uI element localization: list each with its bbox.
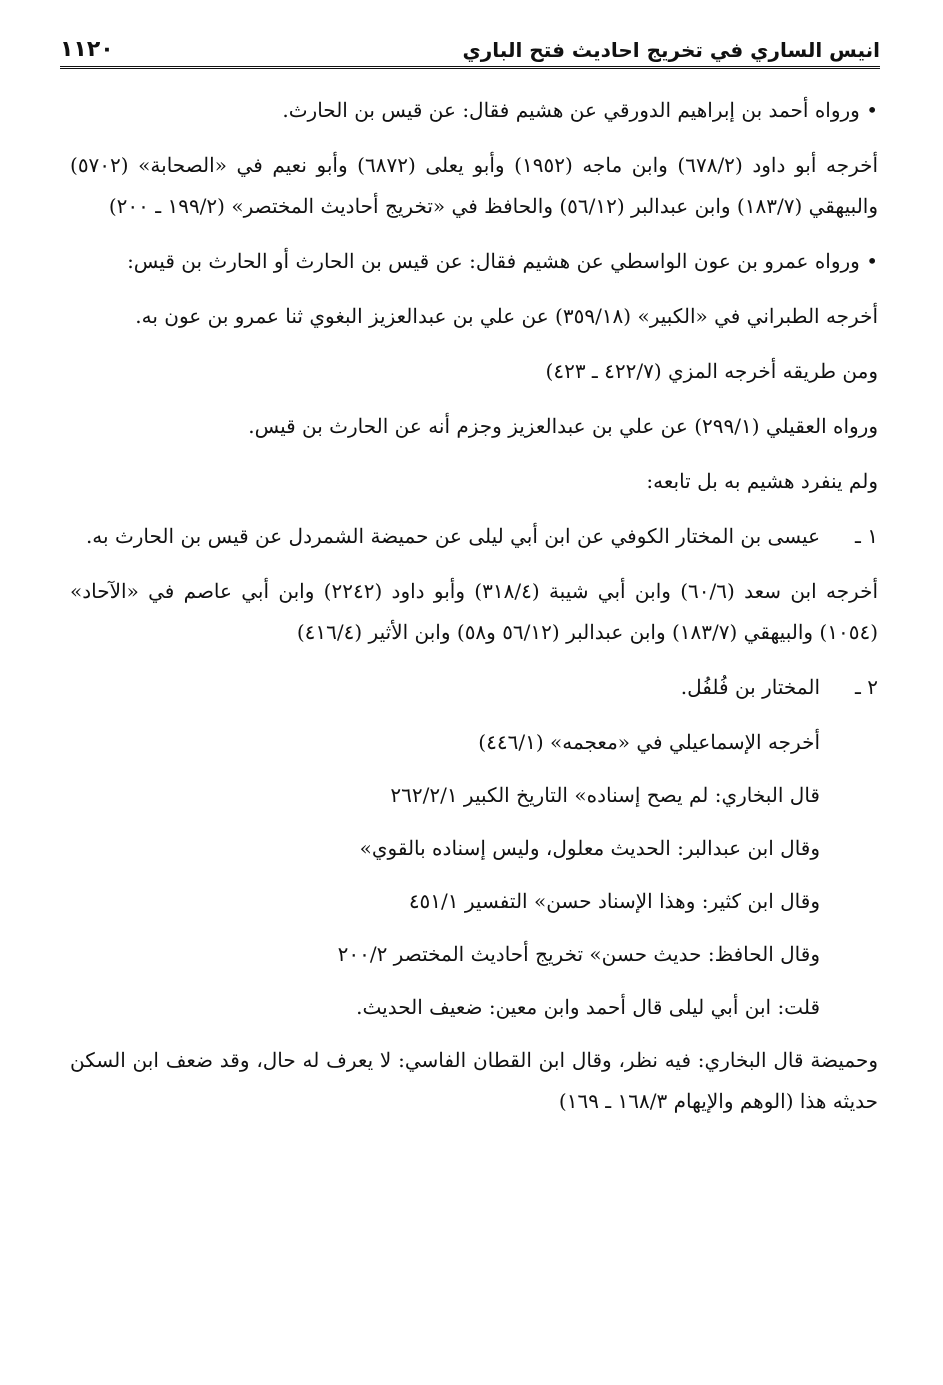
paragraph-takhrij-3: أخرجه ابن سعد (٦٠/٦) وابن أبي شيبة (٣١٨/٤) وأبو داود (٢٢٤٢) وابن أبي عاصم في «الآحاد» (١٠٥٤) والبيهقي (١٨٣/٧) وابن عبدالبر (٥٦/١٢ و٥٨) وابن الأثير (٤١٦/٤) <box>70 579 879 644</box>
paragraph-followed: ولم ينفرد هشيم به بل تابعه: <box>646 469 878 493</box>
paragraph-humayda: وحميضة قال البخاري: فيه نظر، وقال ابن القطان الفاسي: لا يعرف له حال، وقد ضعف ابن السكن حديثه هذا (الوهم والإيهام ١٦٨/٣ ـ ١٦٩) <box>70 1048 878 1113</box>
page-header <box>60 30 880 69</box>
item-text: المختار بن فُلفُل. <box>680 675 820 699</box>
item-number: ١ ـ <box>855 524 878 548</box>
paragraph-bullet-1: • ورواه أحمد بن إبراهيم الدورقي عن هشيم فقال: عن قيس بن الحارث. <box>70 90 878 131</box>
paragraph-uqayli: ورواه العقيلي (٢٩٩/١) عن علي بن عبدالعزيز وجزم أنه عن الحارث بن قيس. <box>248 414 878 438</box>
item-text: عيسى بن المختار الكوفي عن ابن أبي ليلى عن حميضة الشمردل عن قيس بن الحارث به. <box>85 524 820 548</box>
paragraph-bullet-2: • ورواه عمرو بن عون الواسطي عن هشيم فقال: عن قيس بن الحارث أو الحارث بن قيس: <box>70 241 878 282</box>
item-number: ٢ ـ <box>855 675 878 699</box>
numbered-item-2 <box>70 667 878 708</box>
paragraph-ibn-kathir: وقال ابن كثير: وهذا الإسناد حسن» التفسير ٤٥١/١ <box>408 889 820 913</box>
paragraph-mizzi: ومن طريقه أخرجه المزي (٤٢٢/٧ ـ ٤٢٣) <box>545 359 878 383</box>
page-body <box>70 90 878 1136</box>
page-number: ١١٢٠ <box>60 37 114 62</box>
paragraph-qultu: قلت: ابن أبي ليلى قال أحمد وابن معين: ضعيف الحديث. <box>356 995 820 1019</box>
paragraph-ismaili: أخرجه الإسماعيلي في «معجمه» (٤٤٦/١) <box>478 730 820 754</box>
paragraph-takhrij-2: أخرجه الطبراني في «الكبير» (٣٥٩/١٨) عن علي بن عبدالعزيز البغوي ثنا عمرو بن عون به. <box>135 304 878 328</box>
numbered-item-1 <box>70 516 878 557</box>
paragraph-takhrij-1: أخرجه أبو داود (٦٧٨/٢) وابن ماجه (١٩٥٢) وأبو يعلى (٦٨٧٢) وأبو نعيم في «الصحابة» (٥٧٠٢) والبيهقي (١٨٣/٧) وابن عبدالبر (٥٦/١٢) والحافظ في «تخريج أحاديث المختصر» (١٩٩/٢ ـ ٢٠٠) <box>70 153 879 218</box>
paragraph-ibn-abdulbarr: وقال ابن عبدالبر: الحديث معلول، وليس إسناده بالقوي» <box>359 836 820 860</box>
paragraph-hafiz: وقال الحافظ: حديث حسن» تخريج أحاديث المختصر ٢٠٠/٢ <box>337 942 820 966</box>
paragraph-bukhari: قال البخاري: لم يصح إسناده» التاريخ الكبير ٢٦٢/٢/١ <box>390 783 820 807</box>
running-title: انيس الساري في تخريج احاديث فتح الباري <box>462 38 880 62</box>
